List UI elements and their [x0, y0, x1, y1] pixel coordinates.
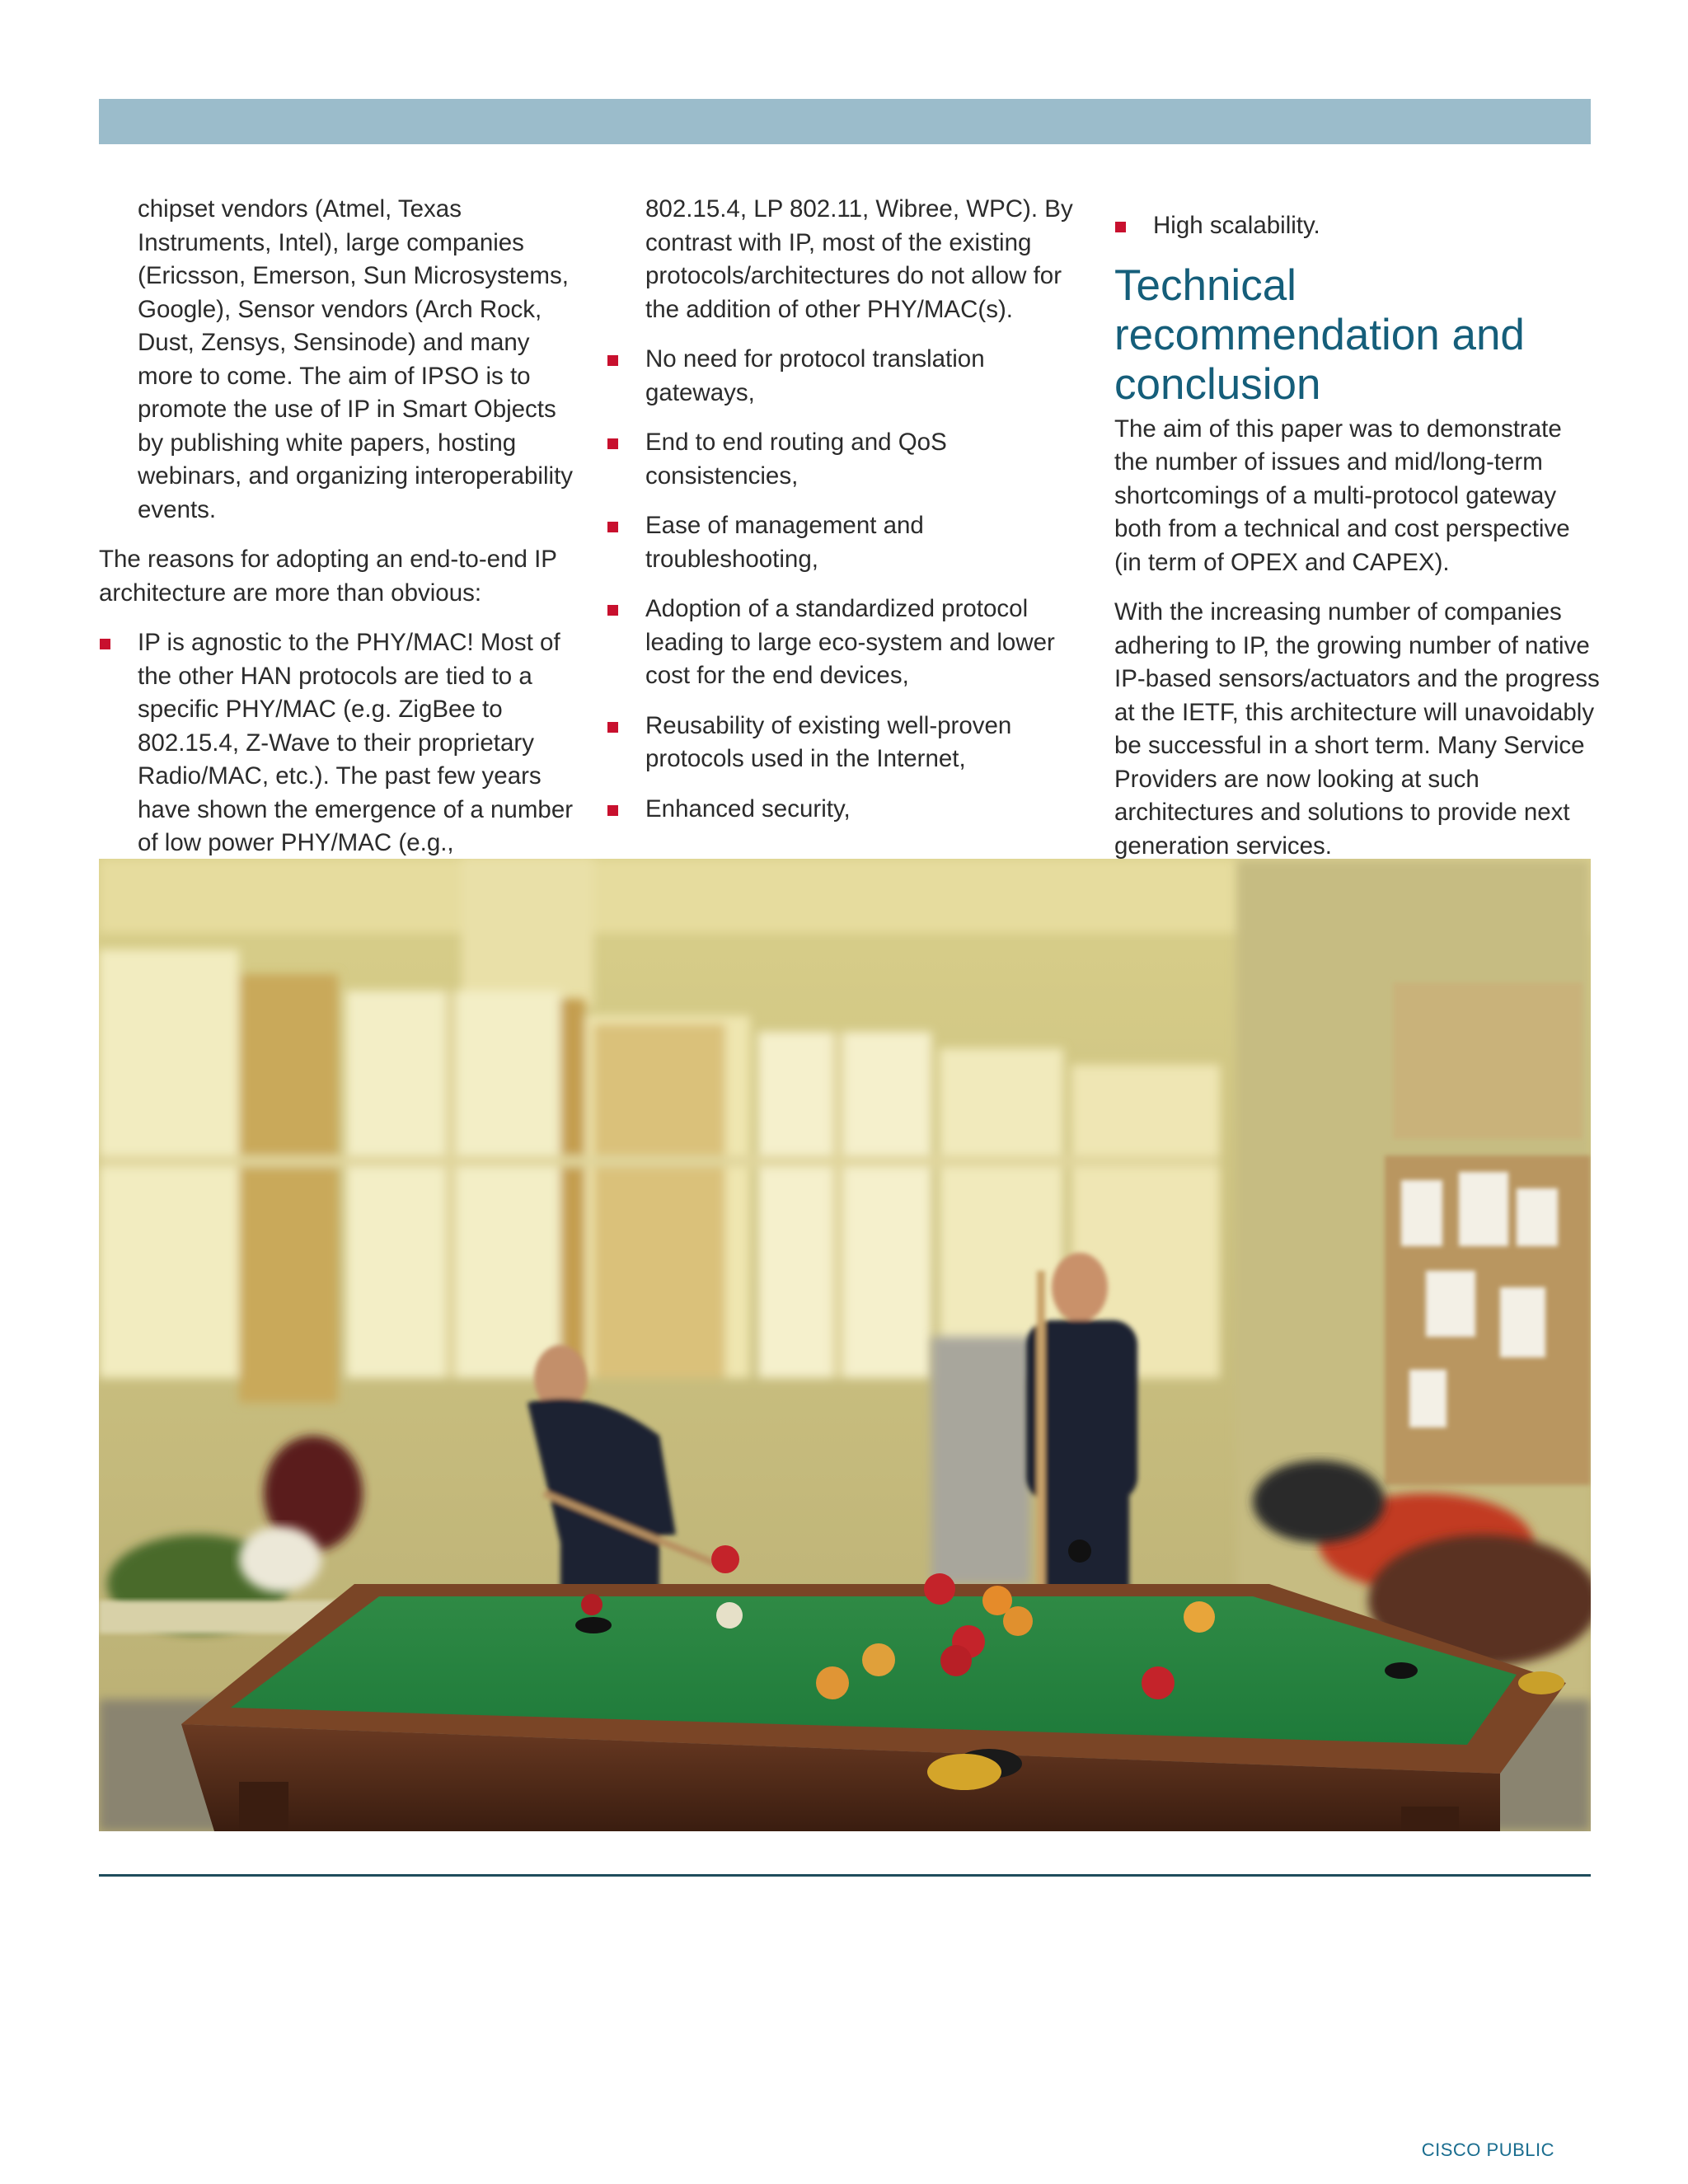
- list-item-text: Enhanced security,: [645, 794, 851, 823]
- bullet-square-icon: [607, 355, 618, 366]
- bullet-square-icon: [100, 639, 110, 649]
- list-item-text: Adoption of a standardized protocol leading to large eco-system and lower cost for the end devices,: [645, 595, 1055, 689]
- section-heading: Technical recommendation and conclusion: [1114, 260, 1525, 409]
- continuation-paragraph: 802.15.4, LP 802.11, Wibree, WPC). By contrast with IP, most of the existing protocols/architectures do not allow for the addition of other PHY/MAC(s).: [645, 195, 1073, 323]
- list-item-text: IP is agnostic to the PHY/MAC! Most of the other HAN protocols are tied to a specific PHY/MAC (e.g. ZigBee to 802.15.4, Z-Wave to their proprietary Radio/MAC, etc.). The past few years have shown the emergence of a number of low power PHY/MAC (e.g.,: [138, 629, 574, 856]
- header-bar: [99, 99, 1591, 144]
- reasons-paragraph: The reasons for adopting an end-to-end IP architecture are more than obvious:: [99, 546, 557, 607]
- list-item-text: Reusability of existing well-proven protocols used in the Internet,: [645, 711, 1012, 772]
- reasons-list: [99, 626, 585, 860]
- list-item: [607, 710, 1093, 776]
- list-item: [607, 793, 1093, 827]
- list-item: [99, 626, 585, 860]
- list-item-text: End to end routing and QoS consistencies,: [645, 429, 947, 490]
- list-item-text: High scalability.: [1153, 212, 1320, 239]
- list-item: [1114, 209, 1601, 243]
- bullet-square-icon: [607, 805, 618, 816]
- footer-label: CISCO PUBLIC: [1421, 2139, 1554, 2160]
- footer-rule: [99, 1874, 1591, 1877]
- list-item: [607, 593, 1093, 693]
- column-1: [99, 193, 585, 877]
- list-item: [607, 343, 1093, 410]
- bullet-square-icon: [607, 522, 618, 532]
- scalability-list: [1114, 209, 1601, 243]
- photo-illustration: [99, 859, 1591, 1831]
- bullet-square-icon: [607, 438, 618, 449]
- column-2: [607, 193, 1093, 842]
- list-item-text: Ease of management and troubleshooting,: [645, 512, 924, 573]
- column-3: [1114, 193, 1601, 879]
- bullet-square-icon: [607, 605, 618, 616]
- list-item-text: No need for protocol translation gateways,: [645, 345, 985, 406]
- list-item: [607, 426, 1093, 493]
- benefits-list: [607, 343, 1093, 826]
- bullet-square-icon: [607, 722, 618, 733]
- bullet-square-icon: [1115, 222, 1126, 232]
- pool-table-photo: [99, 859, 1591, 1831]
- conclusion-paragraph-2: With the increasing number of companies adhering to IP, the growing number of native IP-based sensors/actuators and the progress at the IETF, this architecture will unavoidably be successful in a short term. Many Service Providers are now looking at such architectures and solutions to provide next generation services.: [1114, 598, 1600, 860]
- intro-paragraph: chipset vendors (Atmel, Texas Instruments, Intel), large companies (Ericsson, Emerson, Sun Microsystems, Google), Sensor vendors (Arch Rock, Dust, Zensys, Sensinode) and many more to come. The aim of IPSO is to promote the use of IP in Smart Objects by publishing white papers, hosting webinars, and organizing interoperability events.: [138, 195, 574, 523]
- conclusion-paragraph-1: The aim of this paper was to demonstrate the number of issues and mid/long-term shortcomings of a multi-protocol gateway both from a technical and cost perspective (in term of OPEX and CAPEX).: [1114, 415, 1570, 576]
- list-item: [607, 509, 1093, 576]
